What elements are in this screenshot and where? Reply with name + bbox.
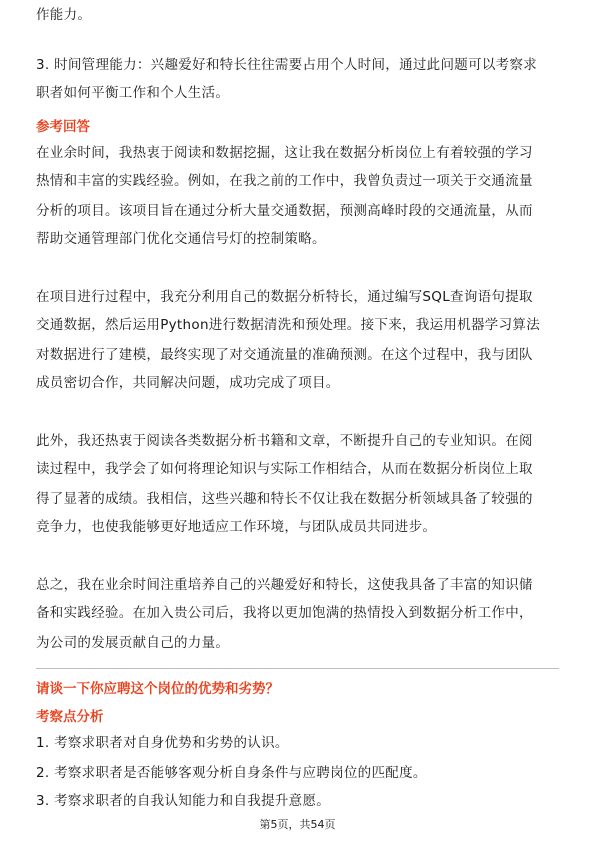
answer-line: 读过程中，我学会了如何将理论知识与实际工作相结合，从而在数据分析岗位上取	[36, 461, 533, 477]
answer-line: 成员密切合作，共同解决问题，成功完成了项目。	[36, 375, 340, 391]
answer-line: 在业余时间，我热衷于阅读和数据挖掘，这让我在数据分析岗位上有着较强的学习	[36, 145, 533, 161]
analysis-point: 2. 考察求职者是否能够客观分析自身条件与应聘岗位的匹配度。	[36, 765, 427, 781]
intro-line: 职者如何平衡工作和个人生活。	[36, 85, 230, 101]
answer-line: 为公司的发展贡献自己的力量。	[36, 635, 230, 651]
intro-line: 3. 时间管理能力：兴趣爱好和特长往往需要占用个人时间，通过此问题可以考察求	[36, 57, 538, 73]
answer-line: 交通数据，然后运用Python进行数据清洗和预处理。接下来，我运用机器学习算法	[36, 317, 540, 333]
answer-line: 得了显著的成绩。我相信，这些兴趣和特长不仅让我在数据分析领域具备了较强的	[36, 491, 533, 507]
answer-line: 分析的项目。该项目旨在通过分析大量交通数据，预测高峰时段的交通流量，从而	[36, 203, 533, 219]
intro-line: 作能力。	[36, 7, 92, 23]
answer-line: 总之，我在业余时间注重培养自己的兴趣爱好和特长，这使我具备了丰富的知识储	[36, 577, 533, 593]
answer-line: 在项目进行过程中，我充分利用自己的数据分析特长，通过编写SQL查询语句提取	[36, 289, 533, 305]
answer-line: 对数据进行了建模，最终实现了对交通流量的准确预测。在这个过程中，我与团队	[36, 347, 533, 363]
section-divider	[36, 668, 559, 669]
question-title: 请谈一下你应聘这个岗位的优势和劣势？	[36, 681, 279, 697]
analysis-point: 3. 考察求职者的自我认知能力和自我提升意愿。	[36, 793, 331, 809]
analysis-point: 1. 考察求职者对自身优势和劣势的认识。	[36, 735, 289, 751]
answer-line: 备和实践经验。在加入贵公司后，我将以更加饱满的热情投入到数据分析工作中，	[36, 605, 533, 621]
analysis-heading: 考察点分析	[36, 709, 104, 725]
answer-line: 热情和丰富的实践经验。例如，在我之前的工作中，我曾负责过一项关于交通流量	[36, 173, 533, 189]
page-number: 第5页，共54页	[259, 818, 336, 831]
answer-line: 此外，我还热衷于阅读各类数据分析书籍和文章，不断提升自己的专业知识。在阅	[36, 433, 533, 449]
answer-heading: 参考回答	[36, 119, 90, 135]
answer-line: 竞争力，也使我能够更好地适应工作环境，与团队成员共同进步。	[36, 519, 437, 535]
answer-line: 帮助交通管理部门优化交通信号灯的控制策略。	[36, 231, 326, 247]
